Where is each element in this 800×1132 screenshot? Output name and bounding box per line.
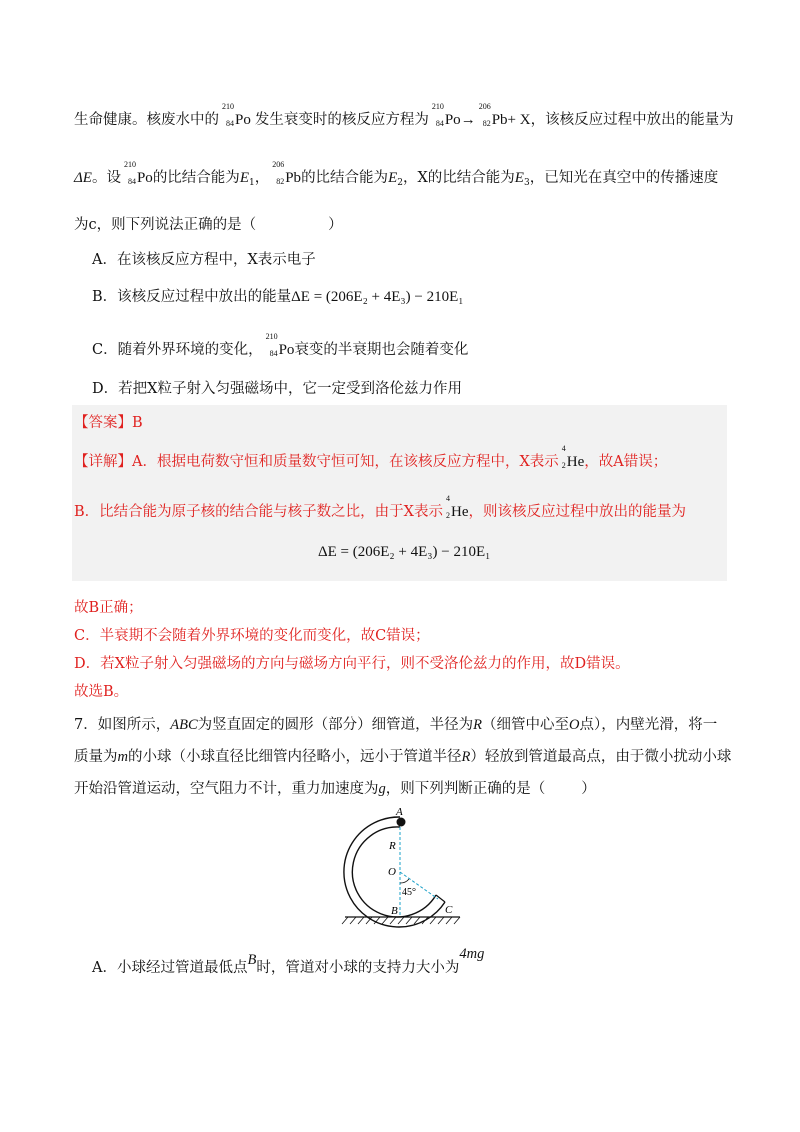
abc-label: ABC [170,717,198,733]
label-o: O [388,866,396,878]
r-label: R [473,717,482,733]
po-nuclide-2 [123,160,153,188]
option-a: A．在该核反应方程中，X表示电子 [92,252,316,268]
plus-x: + X [507,112,531,128]
charge-number: 2 [445,511,450,520]
label-b: B [391,905,398,917]
force-value: 4mg [459,946,485,962]
element-symbol: Po [278,342,295,358]
mass-number: 210 [431,102,444,111]
g-label: g [378,781,386,797]
label-r: R [389,840,396,852]
option-d: D．若把X粒子射入匀强磁场中，它一定受到洛伦兹力作用 [92,381,462,397]
text: 生命健康。核废水中的 [74,112,219,128]
text: 的小球（小球直径比细管内径略小，远小于管道半径 [127,749,462,765]
answer-line [74,413,143,433]
explanation-final: 故选B。 [74,684,129,700]
text: 为竖直固定的圆形（部分）细管道，半径为 [197,717,474,733]
text: ， [254,170,270,186]
pb-nuclide-2 [272,160,302,188]
explanation-c: C．半衰期不会随着外界环境的变化而变化，故C错误； [74,628,430,644]
mass-number: 210 [123,160,136,169]
energy-formula: ΔE = (206E₂ + 4E₃) − 210E₁ [291,289,464,305]
text: C．随着外界环境的变化， [92,342,263,358]
explanation-a [74,444,668,472]
mass-number: 206 [272,160,285,169]
q7-line-3 [74,779,596,799]
e3-symbol: E [514,170,524,186]
ground-hatch [342,917,460,924]
explanation-b-conclusion: 故B正确； [74,600,143,616]
text: 衰变的半衰期也会随着变化 [294,342,469,358]
answer-value: B [132,415,143,431]
po-nuclide [222,102,251,130]
o-label: O [568,717,580,733]
label-angle: 45° [402,887,416,898]
text: ，X的比结合能为 [402,170,515,186]
charge-number: 82 [482,119,491,128]
element-symbol: Pb [491,112,508,128]
charge-number: 84 [435,119,444,128]
subscript: 3 [523,178,530,188]
charge-number: 2 [561,461,566,470]
mass-number: 4 [445,494,450,503]
text: A．根据电荷数守恒和质量数守恒可知，在该核反应方程中，X表示 [132,454,559,470]
text: 点），内壁光滑，将一 [579,717,718,733]
text: ，则该核反应过程中放出的能量为 [468,504,686,520]
m-label: m [117,749,128,765]
option-c [92,332,469,360]
e2-symbol: E [388,170,398,186]
text: 时，管道对小球的支持力大小为 [256,960,460,976]
text: ，该核反应过程中放出的能量为 [530,112,734,128]
text: A．小球经过管道最低点 [92,960,248,976]
angle-arc [400,879,409,883]
paragraph-line-3 [74,215,343,235]
text: ，故A错误； [584,454,668,470]
text: 为c，则下列说法正确的是（ [74,217,257,233]
text: ，则下列判断正确的是（ [385,781,546,797]
mass-number: 210 [222,102,234,111]
label-a: A [396,806,403,818]
element-symbol: He [450,504,469,520]
centered-formula: ΔE = (206E₂ + 4E₃) − 210E₁ [318,544,491,560]
text: 发生衰变时的核反应方程为 [254,112,429,128]
text: 的比结合能为 [301,170,389,186]
pipe-diagram [330,805,480,930]
b-label: B [247,952,257,968]
text: B．该核反应过程中放出的能量 [92,289,292,305]
element-symbol: Po [136,170,153,186]
text: 开始沿管道运动，空气阻力不计，重力加速度为 [74,781,379,797]
text: 质量为 [74,749,118,765]
charge-number: 82 [276,177,285,186]
mass-number: 4 [561,444,566,453]
charge-number: 84 [226,119,234,128]
subscript: 1 [248,178,255,188]
e1-symbol: E [239,170,249,186]
text: ，已知光在真空中的传播速度 [529,170,719,186]
text: ） [328,217,343,233]
explanation-label: 【详解】 [74,454,132,470]
delta-e: ΔE [74,170,92,186]
po-nuclide-eq [431,102,461,130]
answer-label: 【答案】 [74,415,132,431]
q7-line-1 [74,715,717,735]
r-label: R [461,749,471,765]
explanation-b [74,494,686,522]
he-nuclide [561,444,585,472]
ball [397,818,406,827]
charge-number: 84 [269,349,278,358]
mass-number: 210 [265,332,278,341]
text: 。设 [91,170,121,186]
q7-line-2 [74,747,731,767]
q7-option-a [92,946,485,978]
subscript: 2 [397,178,403,188]
text: B．比结合能为原子核的结合能与核子数之比，由于X表示 [74,504,443,520]
option-b [92,287,464,307]
element-symbol: He [566,454,585,470]
text: ） [581,781,596,797]
po-nuclide-3 [265,332,295,360]
element-symbol: Po [235,112,251,128]
he-nuclide-2 [445,494,469,522]
text: 的比结合能为 [152,170,240,186]
explanation-d: D．若X粒子射入匀强磁场的方向与磁场方向平行，则不受洛伦兹力的作用，故D错误。 [74,656,630,672]
charge-number: 84 [127,177,136,186]
element-symbol: Pb [285,170,302,186]
text: 7．如图所示， [74,717,171,733]
text: （细管中心至 [481,717,569,733]
paragraph-line-2 [74,160,719,193]
paragraph-line-1 [74,102,734,130]
label-c: C [445,904,453,916]
text: ）轻放到管道最高点，由于微小扰动小球 [470,749,732,765]
mass-number: 206 [478,102,491,111]
element-symbol: Po [444,112,461,128]
arrow-symbol: → [460,112,476,128]
pb-nuclide-eq [478,102,508,130]
